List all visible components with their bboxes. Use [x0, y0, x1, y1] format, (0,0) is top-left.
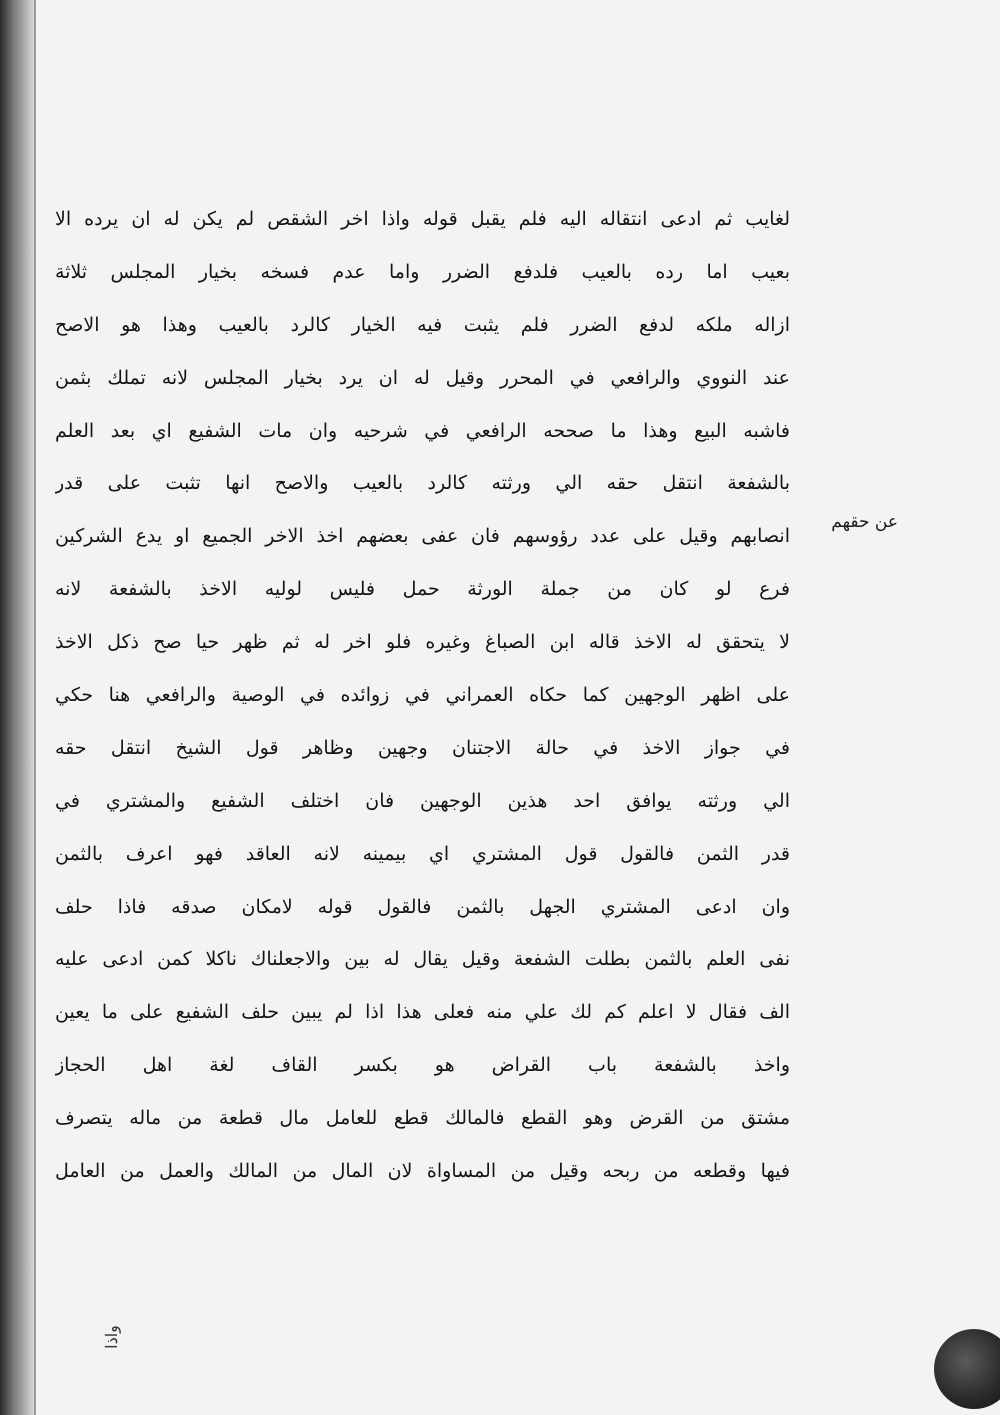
text-line: على اظهر الوجهين كما حكاه العمراني في زوائده في الوصية والرافعي هنا حكي [55, 684, 790, 707]
text-line: الف فقال لا اعلم كم لك علي منه فعلى هذا اذا لم يبين حلف الشفيع على ما يعين [55, 1001, 790, 1024]
text-line: مشتق من القرض وهو القطع فالمالك قطع للعامل مال قطعة من ماله يتصرف [55, 1107, 790, 1130]
text-line: في جواز الاخذ في حالة الاجتنان وجهين وظاهر قول الشيخ انتقل حقه [55, 736, 790, 759]
corner-stain [934, 1329, 1000, 1409]
text-line: قدر الثمن فالقول قول المشتري اي بيمينه لانه العاقد فهو اعرف بالثمن [55, 842, 790, 865]
text-line: بالشفعة انتقل حقه الي ورثته كالرد بالعيب والاصح انها تثبت على قدر [55, 472, 790, 495]
catchword: واذا [101, 1325, 121, 1349]
text-line: ازاله ملكه لدفع الضرر فلم يثبت فيه الخيار كالرد بالعيب وهذا هو الاصح [55, 313, 790, 336]
text-line-with-heading: فرع لو كان من جملة الورثة حمل فليس لوليه الاخذ بالشفعة لانه [55, 578, 790, 601]
text-line: فاشبه البيع وهذا ما صححه الرافعي في شرحيه وان مات الشفيع اي بعد العلم [55, 419, 790, 442]
text-line: فيها وقطعه من ربحه وقيل من المساواة لان المال من المالك والعمل من العامل [55, 1160, 790, 1183]
text-line: نفى العلم بالثمن بطلت الشفعة وقيل يقال له بين والاجعلناك ناكلا كمن ادعى عليه [55, 948, 790, 971]
margin-note: عن حقهم [831, 512, 898, 532]
text-line: الي ورثته يوافق احد هذين الوجهين فان اختلف الشفيع والمشتري في [55, 789, 790, 812]
text-line: انصابهم وقيل على عدد رؤوسهم فان عفى بعضهم اخذ الاخر الجميع او يدع الشركين [55, 525, 790, 548]
text-line-with-chapter: واخذ بالشفعة باب القراض هو بكسر القاف لغة اهل الحجاز [55, 1054, 790, 1077]
text-line: وان ادعى المشتري الجهل بالثمن فالقول قوله لامكان صدقه فاذا حلف [55, 895, 790, 918]
text-line: لا يتحقق له الاخذ قاله ابن الصباغ وغيره فلو اخر له ثم ظهر حيا صح ذكل الاخذ [55, 631, 790, 654]
text-line: عند النووي والرافعي في المحرر وقيل له ان يرد بخيار المجلس لانه تملك بثمن [55, 366, 790, 389]
text-line: لغايب ثم ادعى انتقاله اليه فلم يقبل قوله واذا اخر الشقص لم يكن له ان يرده الا [55, 208, 790, 230]
binding-line [34, 0, 36, 1415]
page-gutter-shadow [0, 0, 34, 1415]
text-line: بعيب اما رده بالعيب فلدفع الضرر واما عدم فسخه بخيار المجلس ثلاثة [55, 260, 790, 283]
manuscript-text-block [55, 193, 790, 1198]
